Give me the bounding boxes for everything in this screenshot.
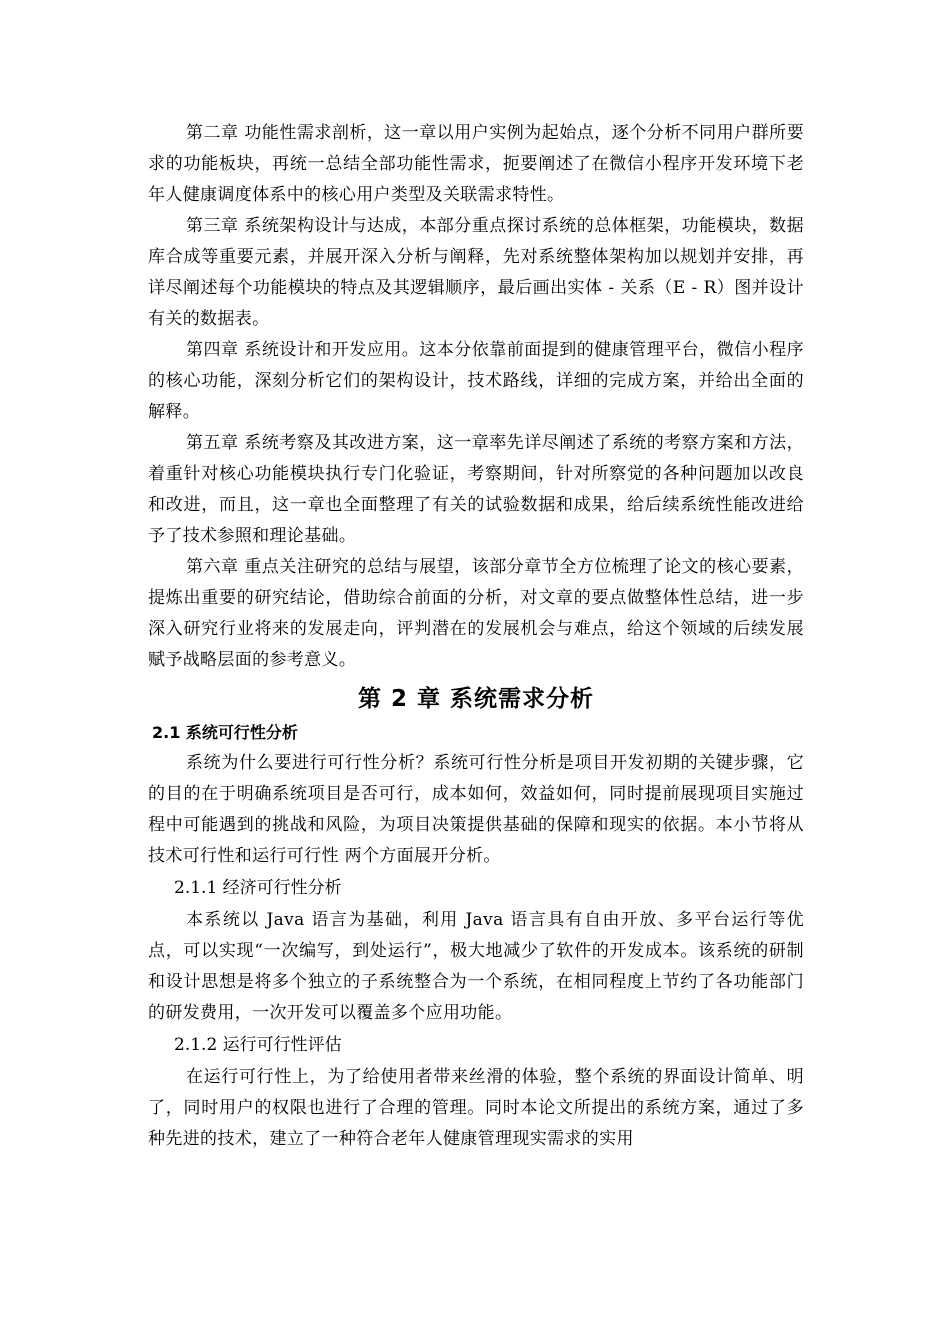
section-2-1-1-paragraph: 本系统以 Java 语言为基础，利用 Java 语言具有自由开放、多平台运行等优点，可以实现“一次编写，到处运行”，极大地减少了软件的开发成本。该系统的研制和设计思想是将多个独立的子系统整合为一个系统，在相同程度上节约了各功能部门的研发费用，一次开发可以覆盖多个应用功能。 [148, 910, 804, 1023]
intro-paragraph-chapter-2: 第二章 功能性需求剖析，这一章以用户实例为起始点，逐个分析不同用户群所要求的功能板块，再统一总结全部功能性需求，扼要阐述了在微信小程序开发环境下老年人健康调度体系中的核心用户类型及关联需求特性。 [148, 123, 804, 205]
intro-paragraph-chapter-5: 第五章 系统考察及其改进方案，这一章率先详尽阐述了系统的考察方案和方法，着重针对核心功能模块执行专门化验证，考察期间，针对所察觉的各种问题加以改良和改进，而且，这一章也全面整理了有关的试验数据和成果，给后续系统性能改进给予了技术参照和理论基础。 [148, 433, 804, 546]
intro-paragraph-chapter-3: 第三章 系统架构设计与达成，本部分重点探讨系统的总体框架，功能模块，数据库合成等重要元素，并展开深入分析与阐释，先对系统整体架构加以规划并安排，再详尽阐述每个功能模块的特点及其逻辑顺序，最后画出实体 - 关系（E - R）图并设计有关的数据表。 [148, 216, 804, 329]
section-2-1-heading: 2.1 系统可行性分析 [152, 723, 298, 742]
section-2-1-2-paragraph: 在运行可行性上，为了给使用者带来丝滑的体验，整个系统的界面设计简单、明了，同时用户的权限也进行了合理的管理。同时本论文所提出的系统方案，通过了多种先进的技术，建立了一种符合老年人健康管理现实需求的实用 [148, 1067, 804, 1149]
intro-paragraph-chapter-6: 第六章 重点关注研究的总结与展望，该部分章节全方位梳理了论文的核心要素，提炼出重要的研究结论，借助综合前面的分析，对文章的要点做整体性总结，进一步深入研究行业将来的发展走向，评判潜在的发展机会与难点，给这个领域的后续发展赋予战略层面的参考意义。 [148, 557, 804, 670]
intro-paragraph-chapter-4: 第四章 系统设计和开发应用。这本分依靠前面提到的健康管理平台，微信小程序的核心功能，深刻分析它们的架构设计，技术路线，详细的完成方案，并给出全面的解释。 [148, 340, 804, 422]
section-2-1-paragraph: 系统为什么要进行可行性分析？系统可行性分析是项目开发初期的关键步骤，它的目的在于明确系统项目是否可行，成本如何，效益如何，同时提前展现项目实施过程中可能遇到的挑战和风险，为项目决策提供基础的保障和现实的依据。本小节将从技术可行性和运行可行性 两个方面展开分析。 [148, 753, 804, 866]
chapter-title: 第 2 章 系统需求分析 [357, 686, 595, 712]
document-page [148, 118, 804, 1155]
section-2-1-1-heading: 2.1.1 经济可行性分析 [174, 878, 342, 898]
section-2-1-2-heading: 2.1.2 运行可行性评估 [174, 1035, 342, 1055]
